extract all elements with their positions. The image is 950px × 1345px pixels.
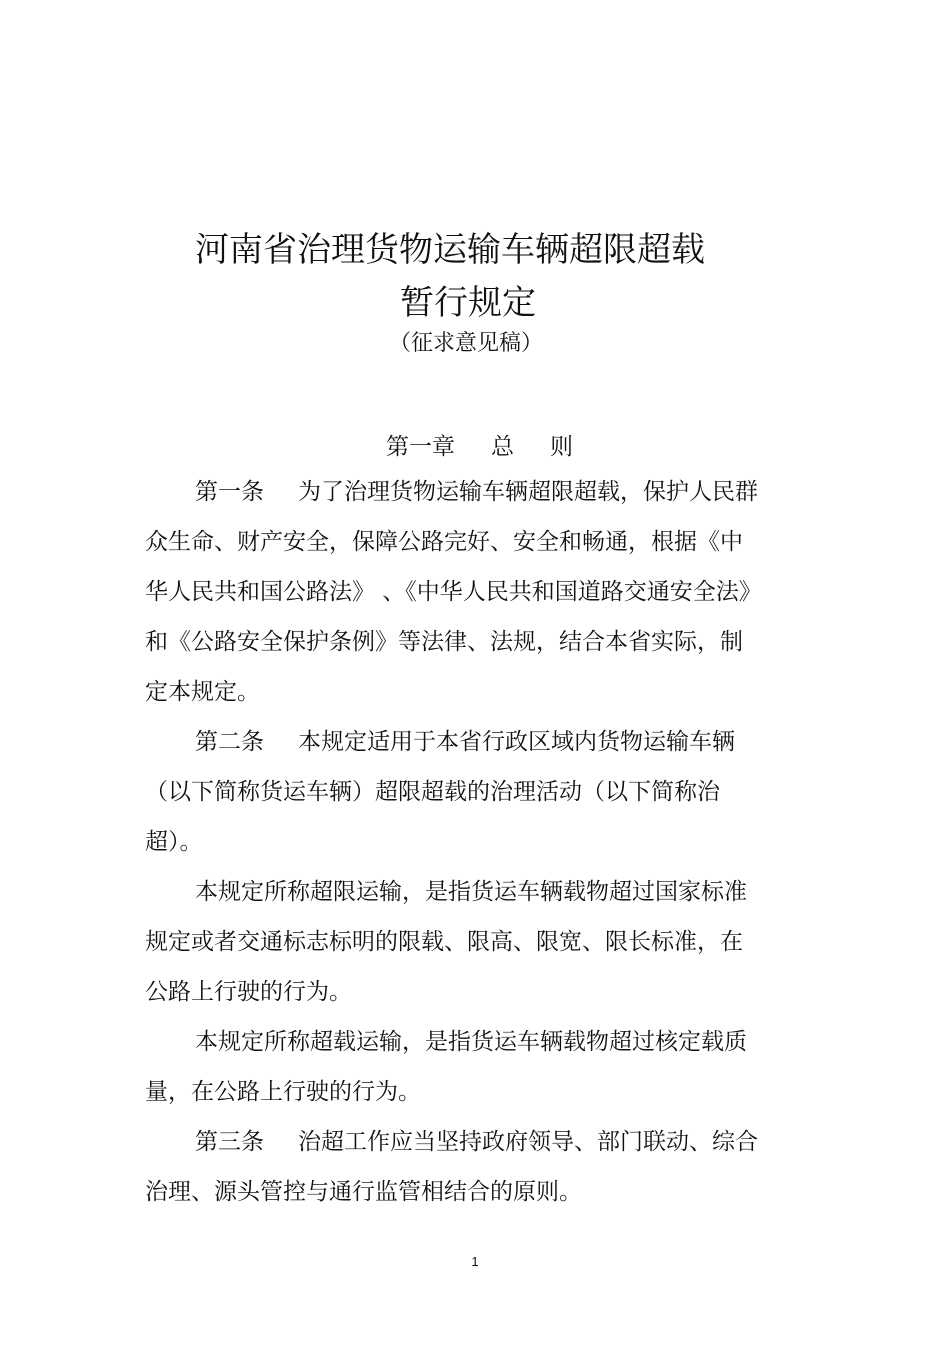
document-title-line1: 河南省治理货物运输车辆超限超载: [195, 230, 705, 270]
chapter-heading: [386, 428, 573, 461]
article2-para3-line-1: 量，在公路上行驶的行为。: [145, 1079, 421, 1105]
article2-first-line: [195, 727, 735, 757]
article1-line-1: 众生命、财产安全，保障公路完好、安全和畅通，根据《中: [145, 529, 743, 555]
article3-line-1: 治理、源头管控与通行监管相结合的原则。: [145, 1179, 582, 1205]
page-number: 1: [471, 1254, 479, 1269]
chapter-name-part1: 总: [491, 434, 514, 460]
article2-para3-line-0: 本规定所称超载运输，是指货运车辆载物超过核定载质: [195, 1029, 747, 1055]
article2-line-1: （以下简称货运车辆）超限超载的治理活动（以下简称治: [145, 779, 720, 805]
article1-line-4: 定本规定。: [145, 679, 260, 705]
article1-first-line: [195, 477, 758, 507]
document-title-line2: 暂行规定: [400, 283, 536, 323]
article2-para2-line-0: 本规定所称超限运输，是指货运车辆载物超过国家标准: [195, 879, 747, 905]
article2-line-2: 超）。: [145, 829, 203, 855]
chapter-name-part2: 则: [550, 434, 573, 460]
chapter-number: 第一章: [386, 434, 455, 460]
article2-line-0: 本规定适用于本省行政区域内货物运输车辆: [298, 729, 735, 755]
article2-label: 第二条: [195, 729, 264, 755]
article1-label: 第一条: [195, 479, 264, 505]
article2-para2-line-1: 规定或者交通标志标明的限载、限高、限宽、限长标准，在: [145, 929, 743, 955]
article3-first-line: [195, 1127, 758, 1157]
document-subtitle: （征求意见稿）: [388, 331, 543, 356]
article3-line-0: 治超工作应当坚持政府领导、部门联动、综合: [298, 1129, 758, 1155]
article1-line-3: 和《公路安全保护条例》等法律、法规，结合本省实际，制: [145, 629, 743, 655]
article2-para2-line-2: 公路上行驶的行为。: [145, 979, 352, 1005]
article1-line-2: 华人民共和国公路法》 、《中华人民共和国道路交通安全法》: [145, 579, 762, 605]
article1-line-0: 为了治理货物运输车辆超限超载，保护人民群: [298, 479, 758, 505]
article3-label: 第三条: [195, 1129, 264, 1155]
